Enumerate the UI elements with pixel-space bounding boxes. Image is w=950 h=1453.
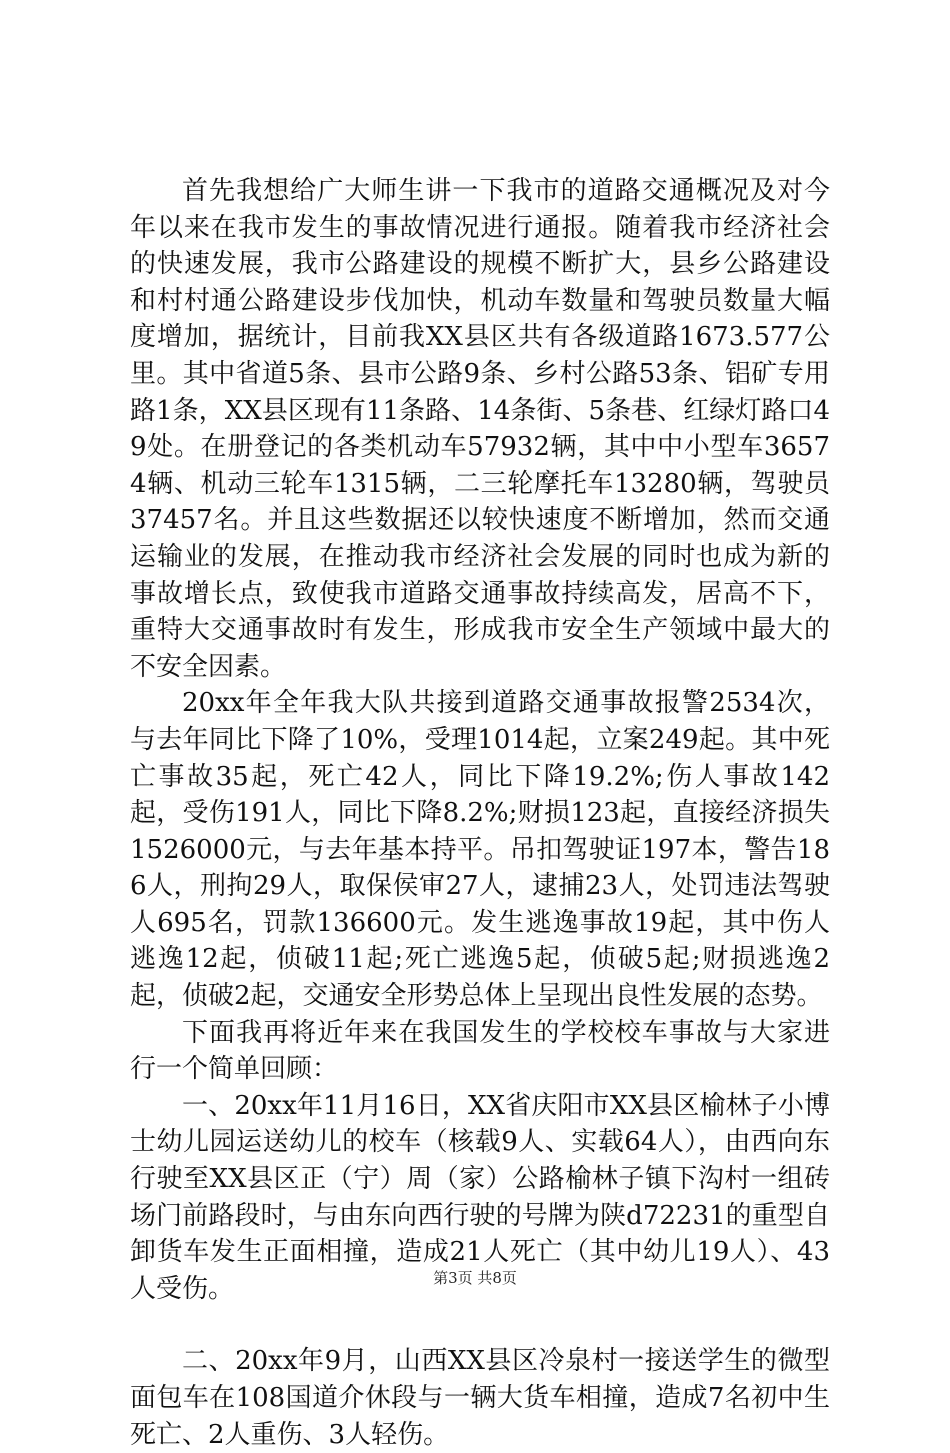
paragraph-school-bus-review-intro: 下面我再将近年来在我国发生的学校校车事故与大家进行一个简单回顾：	[130, 1017, 830, 1085]
paragraph-road-traffic-overview: 首先我想给广大师生讲一下我市的道路交通概况及对今年以来在我市发生的事故情况进行通报。随着我市经济社会的快速发展，我市公路建设的规模不断扩大，县乡公路建设和村村通公路建设步伐加快，机动车数量和驾驶员数量大幅度增加，据统计，目前我XX县区共有各级道路1673.577公里。其中省道5条、县市公路9条、乡村公路53条、铝矿专用路1条，XX县区现有11条路、14条街、5条巷、红绿灯路口49处。在册登记的各类机动车57932辆，其中中小型车36574辆、机动三轮车1315辆，二三轮摩托车13280辆，驾驶员37457名。并且这些数据还以较快速度不断增加，然而交通运输业的发展，在推动我市经济社会发展的同时也成为新的事故增长点，致使我市道路交通事故持续高发，居高不下，重特大交通事故时有发生，形成我市安全生产领域中最大的不安全因素。	[130, 176, 830, 682]
paragraph-case-two: 二、20xx年9月，山西XX县区冷泉村一接送学生的微型面包车在108国道介休段与一辆大货车相撞，造成7名初中生死亡、2人重伤、3人轻伤。	[130, 1346, 830, 1450]
paragraph-case-one: 一、20xx年11月16日，XX省庆阳市XX县区榆林子小博士幼儿园运送幼儿的校车（核载9人、实载64人），由西向东行驶至XX县区正（宁）周（家）公路榆林子镇下沟村一组砖场门前路段时，与由东向西行驶的号牌为陕d72231的重型自卸货车发生正面相撞，造成21人死亡（其中幼儿19人）、43人受伤。	[130, 1090, 830, 1304]
paragraph-accident-statistics: 20xx年全年我大队共接到道路交通事故报警2534次，与去年同比下降了10%，受理1014起，立案249起。其中死亡事故35起，死亡42人，同比下降19.2%;伤人事故142起，受伤191人，同比下降8.2%;财损123起，直接经济损失1526000元，与去年基本持平。吊扣驾驶证197本，警告186人，刑拘29人，取保侯审27人，逮捕23人，处罚违法驾驶人695名，罚款136600元。发生逃逸事故19起，其中伤人逃逸12起，侦破11起;死亡逃逸5起，侦破5起;财损逃逸2起，侦破2起，交通安全形势总体上呈现出良性发展的态势。	[130, 688, 830, 1012]
page-footer: 第3页 共8页	[433, 1269, 517, 1287]
document-body	[130, 173, 830, 1453]
